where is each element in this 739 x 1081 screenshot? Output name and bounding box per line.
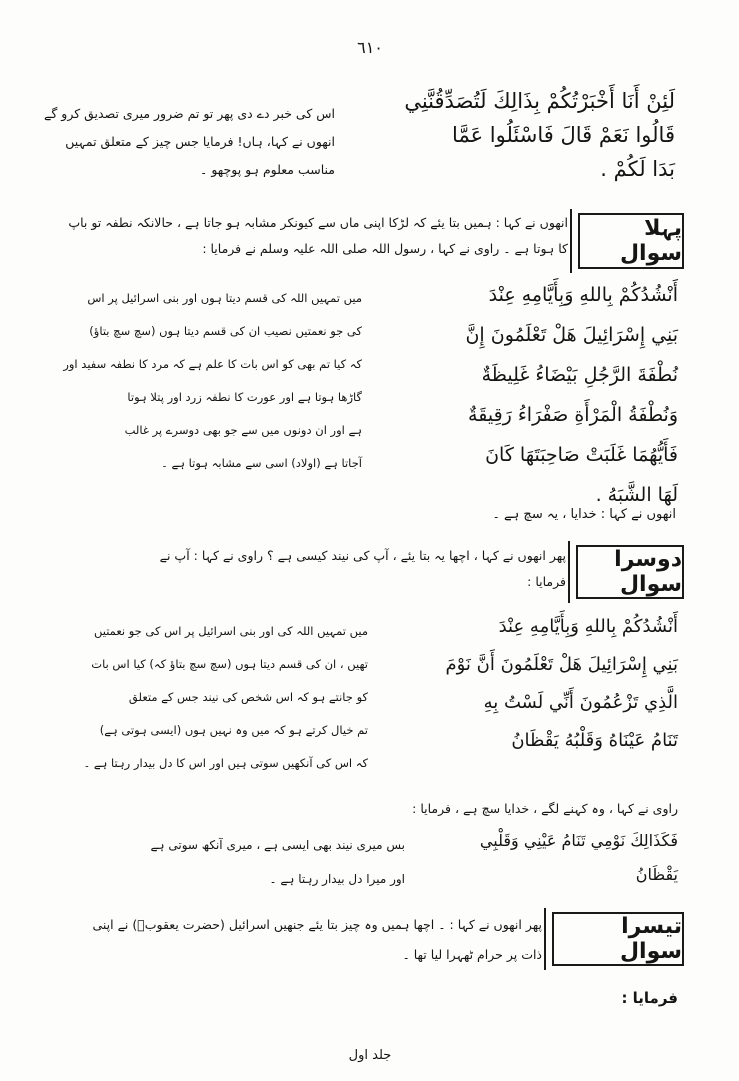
arabic-line: بَنِي إِسْرَائِيلَ هَلْ تَعْلَمُونَ إِنَّ bbox=[465, 324, 678, 346]
arabic-line: قَالُوا نَعَمْ قَالَ فَاسْئَلُوا عَمَّا bbox=[452, 123, 675, 147]
urdu-line: پھر انھوں نے کہا ، اچھا یہ بتا یئے ، آپ کی نیند کیسی ہے ؟ راوی نے کہا : آپ نے bbox=[159, 548, 566, 563]
heading-label: تیسرا سوال bbox=[619, 914, 682, 964]
q2-intro bbox=[100, 543, 566, 595]
arabic-text-block-1 bbox=[345, 84, 675, 186]
arabic-line: فَكَذَالِكَ نَوْمِي تَنَامُ عَيْنِي وَقَلْبِي bbox=[479, 831, 678, 850]
urdu-line: ہے اور ان دونوں میں سے جو بھی دوسرے پر غالب bbox=[124, 423, 362, 437]
section-heading-q3 bbox=[552, 912, 684, 966]
urdu-line: ذات پر حرام ٹھہرا لیا تھا ۔ bbox=[402, 947, 542, 962]
arabic-line: أَنْشُدُكُمْ بِاللهِ وَبِأَيَّامِهِ عِنْدَ bbox=[498, 616, 678, 637]
urdu-line: انھوں نے کہا، ہاں! فرمایا جس چیز کے متعلق تمہیں bbox=[65, 134, 335, 149]
urdu-line: تھیں ، ان کی قسم دیتا ہوں (سچ سچ بتاؤ کہ) کیا اس بات bbox=[91, 657, 368, 671]
urdu-line: کو جانتے ہو کہ اس شخص کی نیند جس کے متعلق bbox=[128, 690, 368, 704]
urdu-line: گاڑھا ہوتا ہے اور عورت کا نطفہ زرد اور پتلا ہوتا bbox=[127, 390, 362, 404]
page-number: ٦١٠ bbox=[357, 38, 383, 57]
urdu-line: میں تمہیں اللہ کی قسم دیتا ہوں اور بنی اسرائیل پر اس bbox=[87, 291, 362, 305]
urdu-line: کہ کیا تم بھی کو اس بات کا علم ہے کہ مرد کا نطفہ سفید اور bbox=[63, 357, 362, 371]
arabic-text-q2 bbox=[380, 608, 678, 760]
q1-intro bbox=[60, 210, 568, 262]
section-heading-q2 bbox=[576, 545, 684, 599]
arabic-line: تَنَامُ عَيْنَاهُ وَقَلْبُهُ يَقْظَانُ bbox=[511, 730, 678, 751]
arabic-line: الَّذِي تَزْعُمُونَ أَنِّي لَسْتُ بِهِ bbox=[483, 692, 678, 713]
arabic-line: وَنُطْفَةُ الْمَرْأَةِ صَفْرَاءُ رَقِيقَةٌ bbox=[468, 404, 678, 426]
urdu-translation-q1 bbox=[63, 282, 362, 480]
urdu-line: فرمایا : bbox=[527, 574, 566, 589]
arabic-text-q1 bbox=[378, 275, 678, 515]
q3-intro bbox=[90, 910, 542, 970]
heading-label: پہلا سوال bbox=[619, 216, 682, 266]
arabic-line: يَقْظَانُ bbox=[635, 865, 678, 884]
q3-farmaya bbox=[560, 985, 678, 1011]
arabic-line: بَنِي إِسْرَائِيلَ هَلْ تَعْلَمُونَ أَنَّ نَوْمَ bbox=[445, 654, 678, 675]
heading-label: دوسرا سوال bbox=[614, 547, 682, 597]
urdu-line: راوی نے کہا ، وہ کہنے لگے ، خدایا سچ ہے ، فرمایا : bbox=[412, 801, 678, 816]
q2-reply-intro bbox=[330, 796, 678, 822]
footer-volume: جلد اول bbox=[348, 1048, 392, 1063]
urdu-line: اس کی خبر دے دی پھر تو تم ضرور میری تصدیق کرو گے bbox=[44, 106, 335, 121]
urdu-line: کہ اس کی آنکھیں سوتی ہیں اور اس کا دل بیدار رہتا ہے ۔ bbox=[83, 756, 368, 770]
urdu-line: میں تمہیں اللہ کی اور بنی اسرائیل پر اس کی جو نعمتیں bbox=[93, 624, 368, 638]
arabic-line: لَهَا الشَّبَهُ . bbox=[595, 484, 678, 506]
urdu-line: تم خیال کرتے ہو کہ میں وہ نہیں ہوں (ایسی ہوتی ہے) bbox=[99, 723, 368, 737]
q1-answer bbox=[300, 502, 676, 528]
urdu-line: انھوں نے کہا : ہمیں بتا یئے کہ لڑکا اپنی ماں سے کیونکر مشابہ ہو جاتا ہے ، حالانکہ نطفہ تو باپ bbox=[68, 215, 568, 230]
urdu-translation-block-1 bbox=[44, 100, 335, 184]
urdu-line: کا ہوتا ہے ۔ راوی نے کہا ، رسول اللہ صلی اللہ علیہ وسلم نے فرمایا : bbox=[202, 241, 568, 256]
section-heading-q1 bbox=[578, 213, 684, 269]
urdu-line: آجاتا ہے (اولاد) اسی سے مشابہ ہوتا ہے ۔ bbox=[161, 456, 362, 470]
urdu-translation-q2 bbox=[83, 615, 368, 780]
arabic-line: لَئِنْ أَنَا أَخْبَرْتُكُمْ بِذَالِكَ لَتُصَدِّقُنَّنِي bbox=[404, 89, 675, 113]
urdu-line: کی جو نعمتیں نصیب ان کی قسم دیتا ہوں (سچ سچ بتاؤ) bbox=[89, 324, 362, 338]
urdu-translation-q2-reply bbox=[145, 828, 405, 896]
urdu-line: فرمایا : bbox=[621, 989, 678, 1007]
urdu-line: اور میرا دل بیدار رہتا ہے ۔ bbox=[269, 872, 405, 886]
urdu-line: مناسب معلوم ہو پوچھو ۔ bbox=[200, 162, 335, 177]
arabic-line: فَأَيُّهُمَا غَلَبَتْ صَاحِبَتَهَا كَانَ bbox=[485, 444, 678, 466]
urdu-line: پھر انھوں نے کہا : ۔ اچھا ہمیں وہ چیز بتا یئے جنھیں اسرائیل (حضرت یعقوبؑ) نے اپنی bbox=[92, 917, 542, 932]
arabic-line: بَدَا لَكُمْ . bbox=[600, 157, 675, 181]
arabic-line: أَنْشُدُكُمْ بِاللهِ وَبِأَيَّامِهِ عِنْدَ bbox=[488, 284, 678, 306]
urdu-line: بس میری نیند بھی ایسی ہے ، میری آنکھ سوتی ہے bbox=[150, 838, 405, 852]
arabic-line: نُطْفَةَ الرَّجُلِ بَيْضَاءُ غَلِيظَةٌ bbox=[481, 364, 678, 386]
arabic-text-q2-reply bbox=[415, 824, 678, 892]
answer-line: انھوں نے کہا : خدایا ، یہ سچ ہے ۔ bbox=[492, 507, 676, 522]
